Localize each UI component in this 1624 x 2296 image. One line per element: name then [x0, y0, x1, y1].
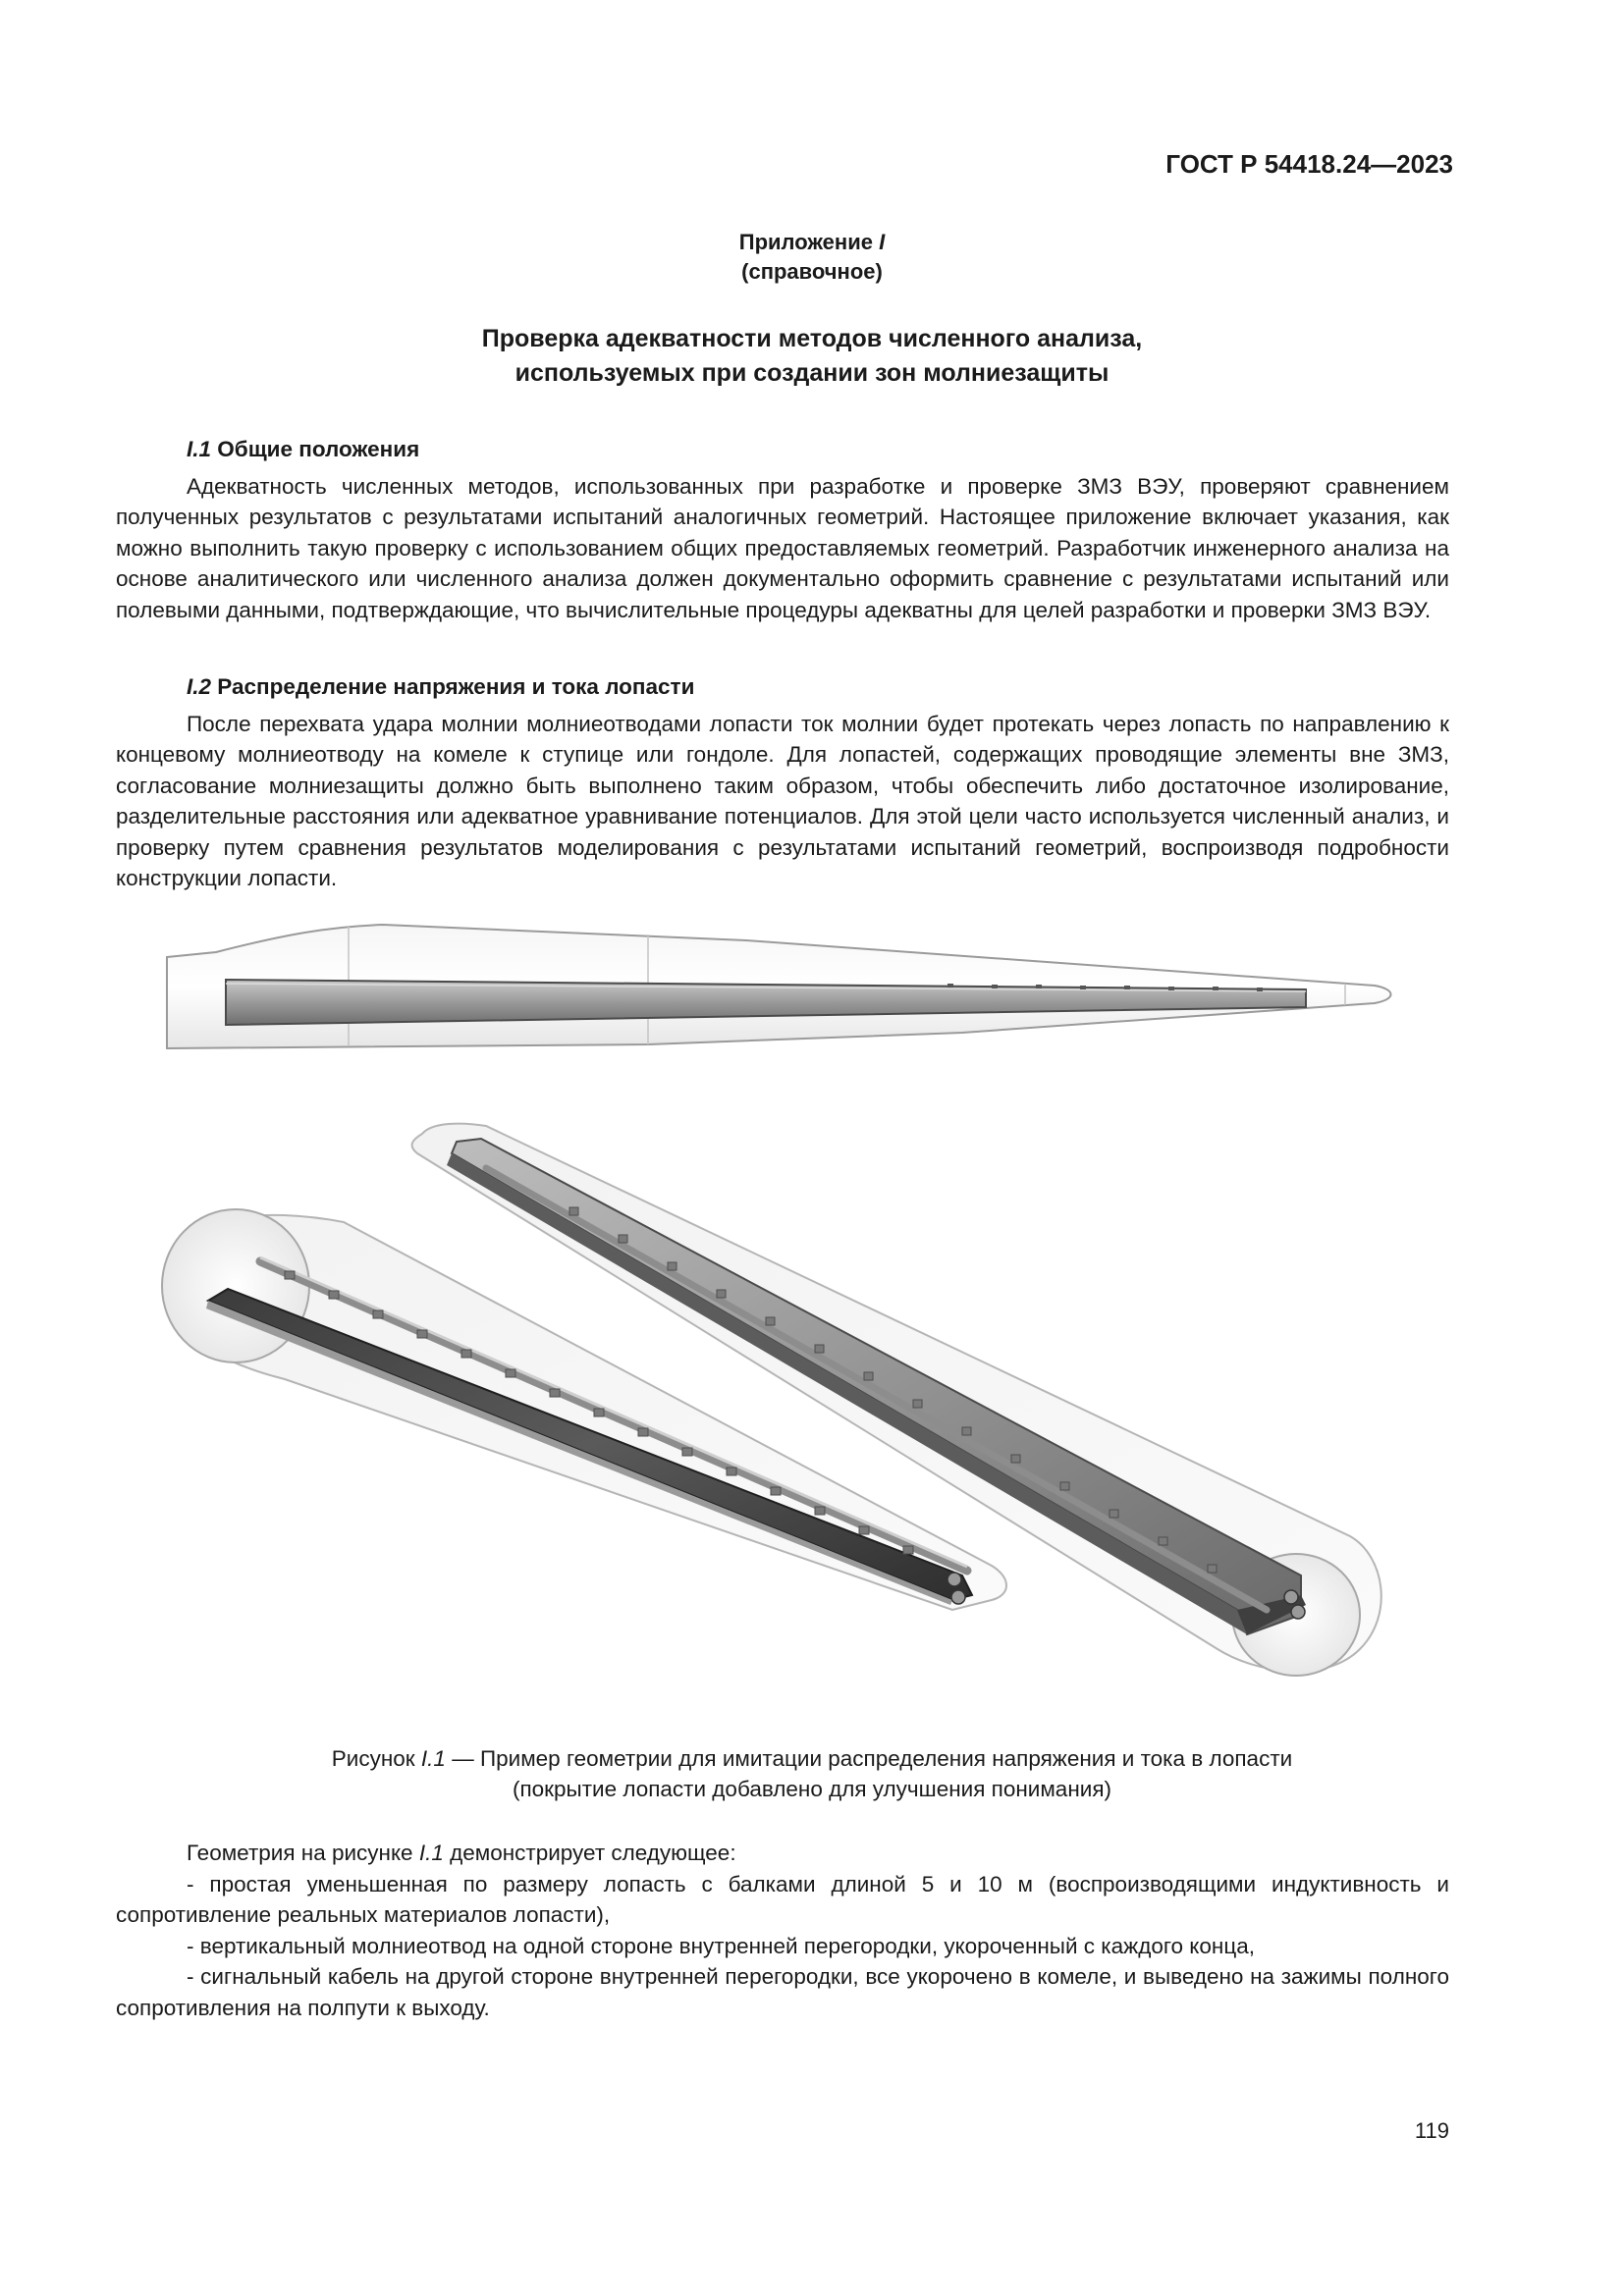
description-intro-after: демонстрирует следующее: — [443, 1841, 736, 1865]
appendix-title — [0, 322, 1624, 391]
appendix-label: Приложение — [738, 230, 873, 254]
figure-description — [116, 1838, 1449, 2023]
section-1-title: Общие положения — [217, 437, 420, 461]
description-item-3: - сигнальный кабель на другой стороне внутренней перегородки, все укорочено в комеле, и выведено на зажимы полного сопротивления на полпути к выходу. — [116, 1964, 1449, 2020]
section-1-heading — [116, 434, 1449, 465]
blade-side-view-figure — [157, 913, 1404, 1060]
appendix-title-line-2: используемых при создании зон молниезащиты — [514, 359, 1110, 387]
appendix-heading — [0, 228, 1624, 287]
blade-3d-views-figure — [147, 1114, 1424, 1718]
description-intro — [116, 1838, 1449, 1869]
section-2-heading — [116, 671, 1449, 703]
description-item-2: - вертикальный молниеотвод на одной стороне внутренней перегородки, укороченный с каждого конца, — [187, 1933, 1255, 1958]
figure-caption — [0, 1743, 1624, 1804]
figure-caption-text: — Пример геометрии для имитации распределения напряжения и тока в лопасти — [445, 1746, 1293, 1771]
section-2-paragraph: После перехвата удара молнии молниеотводами лопасти ток молнии будет протекать через лопасть по направлению к концевому молниеотводу на комеле к ступице или гондоле. Для лопастей, содержащих проводящие элементы вне ЗМЗ, согласование молниезащиты должно быть выполнено таким образом, чтобы обеспечить либо достаточное изолирование, разделительные расстояния или адекватное уравнивание потенциалов. Для этой цели часто используется численный анализ, и проверку путем сравнения результатов моделирования с результатами испытаний геометрий, воспроизводя подробности конструкции лопасти. — [116, 711, 1449, 890]
page-number: 119 — [1414, 2118, 1449, 2143]
appendix-title-line-1: Проверка адекватности методов численного анализа, — [481, 325, 1143, 352]
figure-caption-line-1 — [0, 1743, 1624, 1774]
figure-caption-note: (покрытие лопасти добавлено для улучшения понимания) — [512, 1777, 1111, 1801]
section-1 — [116, 434, 1449, 625]
document-code: ГОСТ Р 54418.24—2023 — [1165, 149, 1453, 179]
section-1-paragraph: Адекватность численных методов, использованных при разработке и проверке ЗМЗ ВЭУ, проверяют сравнением полученных результатов с результатами испытаний аналогичных геометрий. Настоящее приложение включает указания, как можно выполнить такую проверку с использованием общих предоставляемых геометрий. Разработчик инженерного анализа на основе аналитического или численного анализа должен документально оформить сравнение с результатами испытаний или полевыми данными, подтверждающие, что вычислительные процедуры адекватны для целей разработки и проверки ЗМЗ ВЭУ. — [116, 473, 1449, 622]
appendix-letter: I — [879, 230, 886, 254]
figure-number: I.1 — [420, 1746, 446, 1771]
description-figure-ref: I.1 — [418, 1841, 444, 1865]
figure-caption-prefix: Рисунок — [331, 1746, 421, 1771]
section-2-title: Распределение напряжения и тока лопасти — [217, 674, 695, 699]
section-2-number: I.2 — [187, 674, 212, 699]
appendix-type: (справочное) — [741, 259, 883, 284]
appendix-label-line — [0, 228, 1624, 257]
description-item-1: - простая уменьшенная по размеру лопасть с балками длиной 5 и 10 м (воспроизводящими индуктивность и сопротивление реальных материалов лопасти), — [116, 1871, 1449, 1927]
section-1-number: I.1 — [187, 437, 212, 461]
section-2 — [116, 671, 1449, 894]
description-intro-before: Геометрия на рисунке — [187, 1841, 419, 1865]
